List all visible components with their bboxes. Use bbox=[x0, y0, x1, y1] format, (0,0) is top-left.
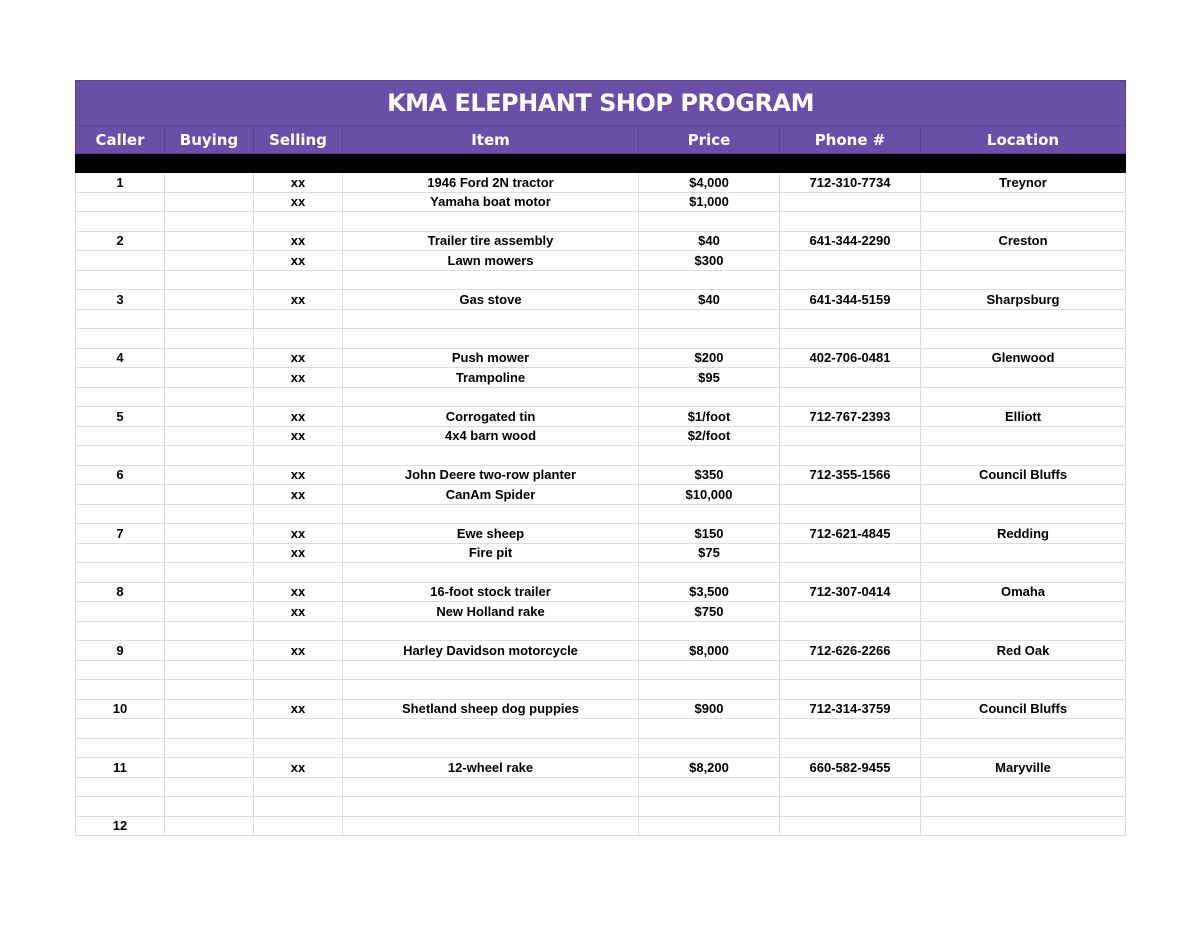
cell-phone[interactable] bbox=[780, 816, 921, 836]
cell-buying[interactable] bbox=[165, 426, 254, 446]
cell-item[interactable]: Trailer tire assembly bbox=[343, 231, 639, 251]
cell-item[interactable]: Trampoline bbox=[343, 368, 639, 388]
cell-location[interactable]: Redding bbox=[921, 524, 1126, 544]
cell-location[interactable]: Elliott bbox=[921, 407, 1126, 427]
cell-selling[interactable]: xx bbox=[254, 582, 343, 602]
table-row bbox=[76, 290, 1126, 310]
table-row bbox=[76, 368, 1126, 388]
cell-item[interactable]: John Deere two-row planter bbox=[343, 465, 639, 485]
cell-buying[interactable] bbox=[165, 777, 254, 797]
cell-caller[interactable] bbox=[76, 368, 165, 388]
cell-phone[interactable] bbox=[780, 621, 921, 641]
cell-phone[interactable]: 712-626-2266 bbox=[780, 641, 921, 661]
cell-item[interactable] bbox=[343, 212, 639, 232]
table-row bbox=[76, 251, 1126, 271]
cell-caller[interactable]: 3 bbox=[76, 290, 165, 310]
cell-price[interactable]: $40 bbox=[639, 290, 780, 310]
cell-caller[interactable]: 7 bbox=[76, 524, 165, 544]
cell-location[interactable] bbox=[921, 426, 1126, 446]
cell-buying[interactable] bbox=[165, 680, 254, 700]
cell-item[interactable]: Corrogated tin bbox=[343, 407, 639, 427]
cell-caller[interactable] bbox=[76, 563, 165, 583]
header-caller: Caller bbox=[76, 126, 165, 154]
cell-buying[interactable] bbox=[165, 173, 254, 193]
cell-selling[interactable]: xx bbox=[254, 368, 343, 388]
cell-item[interactable]: 12-wheel rake bbox=[343, 758, 639, 778]
cell-selling[interactable] bbox=[254, 504, 343, 524]
cell-caller[interactable] bbox=[76, 777, 165, 797]
cell-location[interactable]: Glenwood bbox=[921, 348, 1126, 368]
table-row bbox=[76, 173, 1126, 193]
cell-phone[interactable] bbox=[780, 660, 921, 680]
cell-item[interactable]: 16-foot stock trailer bbox=[343, 582, 639, 602]
cell-phone[interactable]: 712-621-4845 bbox=[780, 524, 921, 544]
cell-buying[interactable] bbox=[165, 348, 254, 368]
cell-price[interactable] bbox=[639, 738, 780, 758]
cell-buying[interactable] bbox=[165, 329, 254, 349]
cell-selling[interactable]: xx bbox=[254, 465, 343, 485]
cell-price[interactable] bbox=[639, 719, 780, 739]
table-row bbox=[76, 563, 1126, 583]
cell-phone[interactable]: 641-344-2290 bbox=[780, 231, 921, 251]
cell-price[interactable]: $2/foot bbox=[639, 426, 780, 446]
cell-phone[interactable] bbox=[780, 777, 921, 797]
cell-phone[interactable]: 712-307-0414 bbox=[780, 582, 921, 602]
cell-location[interactable]: Red Oak bbox=[921, 641, 1126, 661]
cell-selling[interactable]: xx bbox=[254, 485, 343, 505]
cell-selling[interactable] bbox=[254, 719, 343, 739]
cell-location[interactable] bbox=[921, 270, 1126, 290]
cell-price[interactable]: $300 bbox=[639, 251, 780, 271]
cell-price[interactable]: $8,000 bbox=[639, 641, 780, 661]
table-row bbox=[76, 816, 1126, 836]
cell-caller[interactable] bbox=[76, 329, 165, 349]
header-selling: Selling bbox=[254, 126, 343, 154]
cell-price[interactable] bbox=[639, 329, 780, 349]
cell-caller[interactable] bbox=[76, 212, 165, 232]
cell-buying[interactable] bbox=[165, 543, 254, 563]
table-row bbox=[76, 270, 1126, 290]
cell-price[interactable] bbox=[639, 660, 780, 680]
cell-location[interactable]: Maryville bbox=[921, 758, 1126, 778]
cell-selling[interactable] bbox=[254, 680, 343, 700]
cell-item[interactable]: 4x4 barn wood bbox=[343, 426, 639, 446]
cell-selling[interactable] bbox=[254, 816, 343, 836]
cell-phone[interactable]: 712-767-2393 bbox=[780, 407, 921, 427]
table-row bbox=[76, 543, 1126, 563]
cell-selling[interactable] bbox=[254, 777, 343, 797]
cell-buying[interactable] bbox=[165, 290, 254, 310]
cell-selling[interactable]: xx bbox=[254, 192, 343, 212]
table-row bbox=[76, 719, 1126, 739]
cell-phone[interactable] bbox=[780, 212, 921, 232]
table-row bbox=[76, 524, 1126, 544]
cell-phone[interactable]: 402-706-0481 bbox=[780, 348, 921, 368]
cell-item[interactable]: Shetland sheep dog puppies bbox=[343, 699, 639, 719]
cell-selling[interactable]: xx bbox=[254, 699, 343, 719]
cell-location[interactable] bbox=[921, 563, 1126, 583]
cell-selling[interactable] bbox=[254, 212, 343, 232]
cell-selling[interactable] bbox=[254, 270, 343, 290]
cell-location[interactable] bbox=[921, 504, 1126, 524]
cell-selling[interactable] bbox=[254, 738, 343, 758]
cell-phone[interactable] bbox=[780, 192, 921, 212]
cell-location[interactable] bbox=[921, 738, 1126, 758]
cell-item[interactable] bbox=[343, 680, 639, 700]
cell-caller[interactable] bbox=[76, 251, 165, 271]
cell-caller[interactable]: 5 bbox=[76, 407, 165, 427]
cell-location[interactable] bbox=[921, 660, 1126, 680]
cell-selling[interactable] bbox=[254, 660, 343, 680]
cell-selling[interactable] bbox=[254, 387, 343, 407]
cell-phone[interactable] bbox=[780, 485, 921, 505]
cell-buying[interactable] bbox=[165, 407, 254, 427]
cell-selling[interactable]: xx bbox=[254, 543, 343, 563]
cell-selling[interactable]: xx bbox=[254, 426, 343, 446]
cell-phone[interactable] bbox=[780, 446, 921, 466]
cell-price[interactable]: $75 bbox=[639, 543, 780, 563]
cell-caller[interactable]: 1 bbox=[76, 173, 165, 193]
cell-location[interactable] bbox=[921, 368, 1126, 388]
cell-phone[interactable] bbox=[780, 426, 921, 446]
cell-buying[interactable] bbox=[165, 660, 254, 680]
header-location: Location bbox=[921, 126, 1126, 154]
cell-caller[interactable] bbox=[76, 543, 165, 563]
cell-caller[interactable] bbox=[76, 602, 165, 622]
cell-selling[interactable] bbox=[254, 446, 343, 466]
cell-location[interactable]: Treynor bbox=[921, 173, 1126, 193]
cell-price[interactable]: $1/foot bbox=[639, 407, 780, 427]
cell-item[interactable]: Ewe sheep bbox=[343, 524, 639, 544]
cell-phone[interactable] bbox=[780, 270, 921, 290]
cell-item[interactable]: Fire pit bbox=[343, 543, 639, 563]
cell-phone[interactable] bbox=[780, 504, 921, 524]
cell-phone[interactable] bbox=[780, 563, 921, 583]
cell-price[interactable] bbox=[639, 563, 780, 583]
cell-caller[interactable] bbox=[76, 738, 165, 758]
table-row bbox=[76, 504, 1126, 524]
cell-buying[interactable] bbox=[165, 192, 254, 212]
cell-caller[interactable] bbox=[76, 504, 165, 524]
cell-location[interactable]: Omaha bbox=[921, 582, 1126, 602]
table-row bbox=[76, 602, 1126, 622]
cell-price[interactable] bbox=[639, 504, 780, 524]
cell-item[interactable] bbox=[343, 738, 639, 758]
cell-item[interactable] bbox=[343, 270, 639, 290]
cell-caller[interactable]: 8 bbox=[76, 582, 165, 602]
cell-caller[interactable]: 4 bbox=[76, 348, 165, 368]
cell-price[interactable]: $4,000 bbox=[639, 173, 780, 193]
cell-price[interactable] bbox=[639, 270, 780, 290]
cell-price[interactable]: $1,000 bbox=[639, 192, 780, 212]
cell-caller[interactable]: 10 bbox=[76, 699, 165, 719]
cell-location[interactable] bbox=[921, 543, 1126, 563]
cell-caller[interactable] bbox=[76, 660, 165, 680]
cell-buying[interactable] bbox=[165, 387, 254, 407]
cell-phone[interactable] bbox=[780, 680, 921, 700]
table-row bbox=[76, 426, 1126, 446]
cell-selling[interactable] bbox=[254, 329, 343, 349]
cell-phone[interactable] bbox=[780, 309, 921, 329]
cell-caller[interactable] bbox=[76, 719, 165, 739]
cell-item[interactable]: Gas stove bbox=[343, 290, 639, 310]
cell-phone[interactable] bbox=[780, 738, 921, 758]
table-row bbox=[76, 660, 1126, 680]
table-row bbox=[76, 777, 1126, 797]
cell-selling[interactable]: xx bbox=[254, 758, 343, 778]
cell-price[interactable] bbox=[639, 816, 780, 836]
cell-buying[interactable] bbox=[165, 719, 254, 739]
cell-location[interactable] bbox=[921, 446, 1126, 466]
cell-location[interactable] bbox=[921, 621, 1126, 641]
cell-item[interactable] bbox=[343, 621, 639, 641]
table-row bbox=[76, 407, 1126, 427]
cell-caller[interactable]: 12 bbox=[76, 816, 165, 836]
cell-buying[interactable] bbox=[165, 485, 254, 505]
cell-caller[interactable]: 9 bbox=[76, 641, 165, 661]
cell-caller[interactable]: 2 bbox=[76, 231, 165, 251]
cell-phone[interactable]: 712-314-3759 bbox=[780, 699, 921, 719]
sheet-title: KMA ELEPHANT SHOP PROGRAM bbox=[76, 81, 1126, 126]
cell-buying[interactable] bbox=[165, 641, 254, 661]
cell-phone[interactable]: 660-582-9455 bbox=[780, 758, 921, 778]
cell-item[interactable] bbox=[343, 816, 639, 836]
cell-location[interactable] bbox=[921, 485, 1126, 505]
cell-buying[interactable] bbox=[165, 738, 254, 758]
cell-phone[interactable] bbox=[780, 602, 921, 622]
cell-selling[interactable]: xx bbox=[254, 231, 343, 251]
cell-item[interactable] bbox=[343, 660, 639, 680]
cell-location[interactable] bbox=[921, 329, 1126, 349]
cell-buying[interactable] bbox=[165, 309, 254, 329]
table-row bbox=[76, 797, 1126, 817]
cell-item[interactable]: 1946 Ford 2N tractor bbox=[343, 173, 639, 193]
cell-phone[interactable] bbox=[780, 543, 921, 563]
cell-item[interactable] bbox=[343, 797, 639, 817]
cell-phone[interactable] bbox=[780, 797, 921, 817]
cell-buying[interactable] bbox=[165, 251, 254, 271]
cell-phone[interactable] bbox=[780, 719, 921, 739]
table-row bbox=[76, 387, 1126, 407]
spreadsheet bbox=[75, 80, 1125, 836]
cell-item[interactable]: Yamaha boat motor bbox=[343, 192, 639, 212]
cell-selling[interactable] bbox=[254, 309, 343, 329]
cell-location[interactable]: Council Bluffs bbox=[921, 465, 1126, 485]
cell-phone[interactable] bbox=[780, 329, 921, 349]
cell-buying[interactable] bbox=[165, 504, 254, 524]
cell-phone[interactable] bbox=[780, 251, 921, 271]
column-header-row bbox=[76, 126, 1126, 154]
cell-item[interactable] bbox=[343, 309, 639, 329]
separator-row bbox=[76, 154, 1126, 173]
cell-price[interactable] bbox=[639, 777, 780, 797]
cell-price[interactable] bbox=[639, 446, 780, 466]
cell-caller[interactable] bbox=[76, 270, 165, 290]
cell-phone[interactable]: 641-344-5159 bbox=[780, 290, 921, 310]
cell-selling[interactable]: xx bbox=[254, 348, 343, 368]
table-row bbox=[76, 641, 1126, 661]
cell-price[interactable]: $10,000 bbox=[639, 485, 780, 505]
header-buying: Buying bbox=[165, 126, 254, 154]
cell-price[interactable]: $150 bbox=[639, 524, 780, 544]
cell-buying[interactable] bbox=[165, 524, 254, 544]
table-row bbox=[76, 758, 1126, 778]
cell-price[interactable]: $200 bbox=[639, 348, 780, 368]
cell-location[interactable]: Creston bbox=[921, 231, 1126, 251]
cell-buying[interactable] bbox=[165, 797, 254, 817]
table-row bbox=[76, 231, 1126, 251]
cell-price[interactable] bbox=[639, 387, 780, 407]
cell-selling[interactable] bbox=[254, 621, 343, 641]
cell-item[interactable]: Harley Davidson motorcycle bbox=[343, 641, 639, 661]
cell-buying[interactable] bbox=[165, 758, 254, 778]
cell-selling[interactable]: xx bbox=[254, 173, 343, 193]
cell-caller[interactable] bbox=[76, 426, 165, 446]
cell-price[interactable] bbox=[639, 212, 780, 232]
table-row bbox=[76, 212, 1126, 232]
cell-buying[interactable] bbox=[165, 563, 254, 583]
cell-caller[interactable] bbox=[76, 621, 165, 641]
cell-location[interactable] bbox=[921, 212, 1126, 232]
cell-buying[interactable] bbox=[165, 231, 254, 251]
cell-location[interactable] bbox=[921, 816, 1126, 836]
table-row bbox=[76, 446, 1126, 466]
table-row bbox=[76, 485, 1126, 505]
table-row bbox=[76, 192, 1126, 212]
cell-item[interactable]: Push mower bbox=[343, 348, 639, 368]
cell-item[interactable] bbox=[343, 446, 639, 466]
cell-location[interactable] bbox=[921, 192, 1126, 212]
table-body bbox=[76, 173, 1126, 836]
cell-caller[interactable] bbox=[76, 797, 165, 817]
cell-price[interactable] bbox=[639, 309, 780, 329]
cell-phone[interactable] bbox=[780, 368, 921, 388]
cell-caller[interactable] bbox=[76, 387, 165, 407]
table-row bbox=[76, 309, 1126, 329]
cell-caller[interactable] bbox=[76, 192, 165, 212]
cell-item[interactable] bbox=[343, 504, 639, 524]
table-row bbox=[76, 680, 1126, 700]
cell-item[interactable] bbox=[343, 777, 639, 797]
cell-price[interactable] bbox=[639, 621, 780, 641]
cell-item[interactable] bbox=[343, 329, 639, 349]
cell-location[interactable] bbox=[921, 797, 1126, 817]
cell-caller[interactable] bbox=[76, 446, 165, 466]
cell-location[interactable] bbox=[921, 777, 1126, 797]
table-row bbox=[76, 465, 1126, 485]
shop-program-table bbox=[75, 80, 1126, 836]
table-row bbox=[76, 699, 1126, 719]
table-row bbox=[76, 738, 1126, 758]
cell-buying[interactable] bbox=[165, 699, 254, 719]
cell-location[interactable] bbox=[921, 387, 1126, 407]
cell-price[interactable]: $3,500 bbox=[639, 582, 780, 602]
cell-phone[interactable] bbox=[780, 387, 921, 407]
table-row bbox=[76, 329, 1126, 349]
header-price: Price bbox=[639, 126, 780, 154]
cell-selling[interactable] bbox=[254, 563, 343, 583]
cell-selling[interactable]: xx bbox=[254, 602, 343, 622]
cell-price[interactable] bbox=[639, 797, 780, 817]
cell-item[interactable]: CanAm Spider bbox=[343, 485, 639, 505]
cell-caller[interactable]: 11 bbox=[76, 758, 165, 778]
table-row bbox=[76, 621, 1126, 641]
cell-price[interactable]: $900 bbox=[639, 699, 780, 719]
cell-location[interactable] bbox=[921, 251, 1126, 271]
cell-caller[interactable]: 6 bbox=[76, 465, 165, 485]
cell-location[interactable] bbox=[921, 719, 1126, 739]
cell-price[interactable]: $95 bbox=[639, 368, 780, 388]
cell-item[interactable]: Lawn mowers bbox=[343, 251, 639, 271]
cell-selling[interactable]: xx bbox=[254, 290, 343, 310]
cell-buying[interactable] bbox=[165, 368, 254, 388]
cell-item[interactable] bbox=[343, 719, 639, 739]
cell-buying[interactable] bbox=[165, 465, 254, 485]
cell-buying[interactable] bbox=[165, 621, 254, 641]
table-row bbox=[76, 582, 1126, 602]
cell-selling[interactable] bbox=[254, 797, 343, 817]
cell-phone[interactable]: 712-310-7734 bbox=[780, 173, 921, 193]
cell-location[interactable] bbox=[921, 309, 1126, 329]
cell-item[interactable]: New Holland rake bbox=[343, 602, 639, 622]
table-row bbox=[76, 348, 1126, 368]
cell-item[interactable] bbox=[343, 563, 639, 583]
cell-location[interactable]: Sharpsburg bbox=[921, 290, 1126, 310]
cell-price[interactable]: $750 bbox=[639, 602, 780, 622]
cell-buying[interactable] bbox=[165, 212, 254, 232]
cell-caller[interactable] bbox=[76, 485, 165, 505]
cell-price[interactable]: $40 bbox=[639, 231, 780, 251]
cell-buying[interactable] bbox=[165, 270, 254, 290]
cell-buying[interactable] bbox=[165, 816, 254, 836]
cell-location[interactable] bbox=[921, 680, 1126, 700]
cell-caller[interactable] bbox=[76, 680, 165, 700]
cell-buying[interactable] bbox=[165, 446, 254, 466]
cell-buying[interactable] bbox=[165, 602, 254, 622]
cell-selling[interactable]: xx bbox=[254, 641, 343, 661]
cell-location[interactable] bbox=[921, 602, 1126, 622]
cell-selling[interactable]: xx bbox=[254, 524, 343, 544]
cell-phone[interactable]: 712-355-1566 bbox=[780, 465, 921, 485]
header-item: Item bbox=[343, 126, 639, 154]
cell-selling[interactable]: xx bbox=[254, 251, 343, 271]
cell-item[interactable] bbox=[343, 387, 639, 407]
cell-price[interactable]: $8,200 bbox=[639, 758, 780, 778]
cell-selling[interactable]: xx bbox=[254, 407, 343, 427]
cell-buying[interactable] bbox=[165, 582, 254, 602]
header-phone: Phone # bbox=[780, 126, 921, 154]
cell-price[interactable]: $350 bbox=[639, 465, 780, 485]
cell-caller[interactable] bbox=[76, 309, 165, 329]
cell-location[interactable]: Council Bluffs bbox=[921, 699, 1126, 719]
cell-price[interactable] bbox=[639, 680, 780, 700]
